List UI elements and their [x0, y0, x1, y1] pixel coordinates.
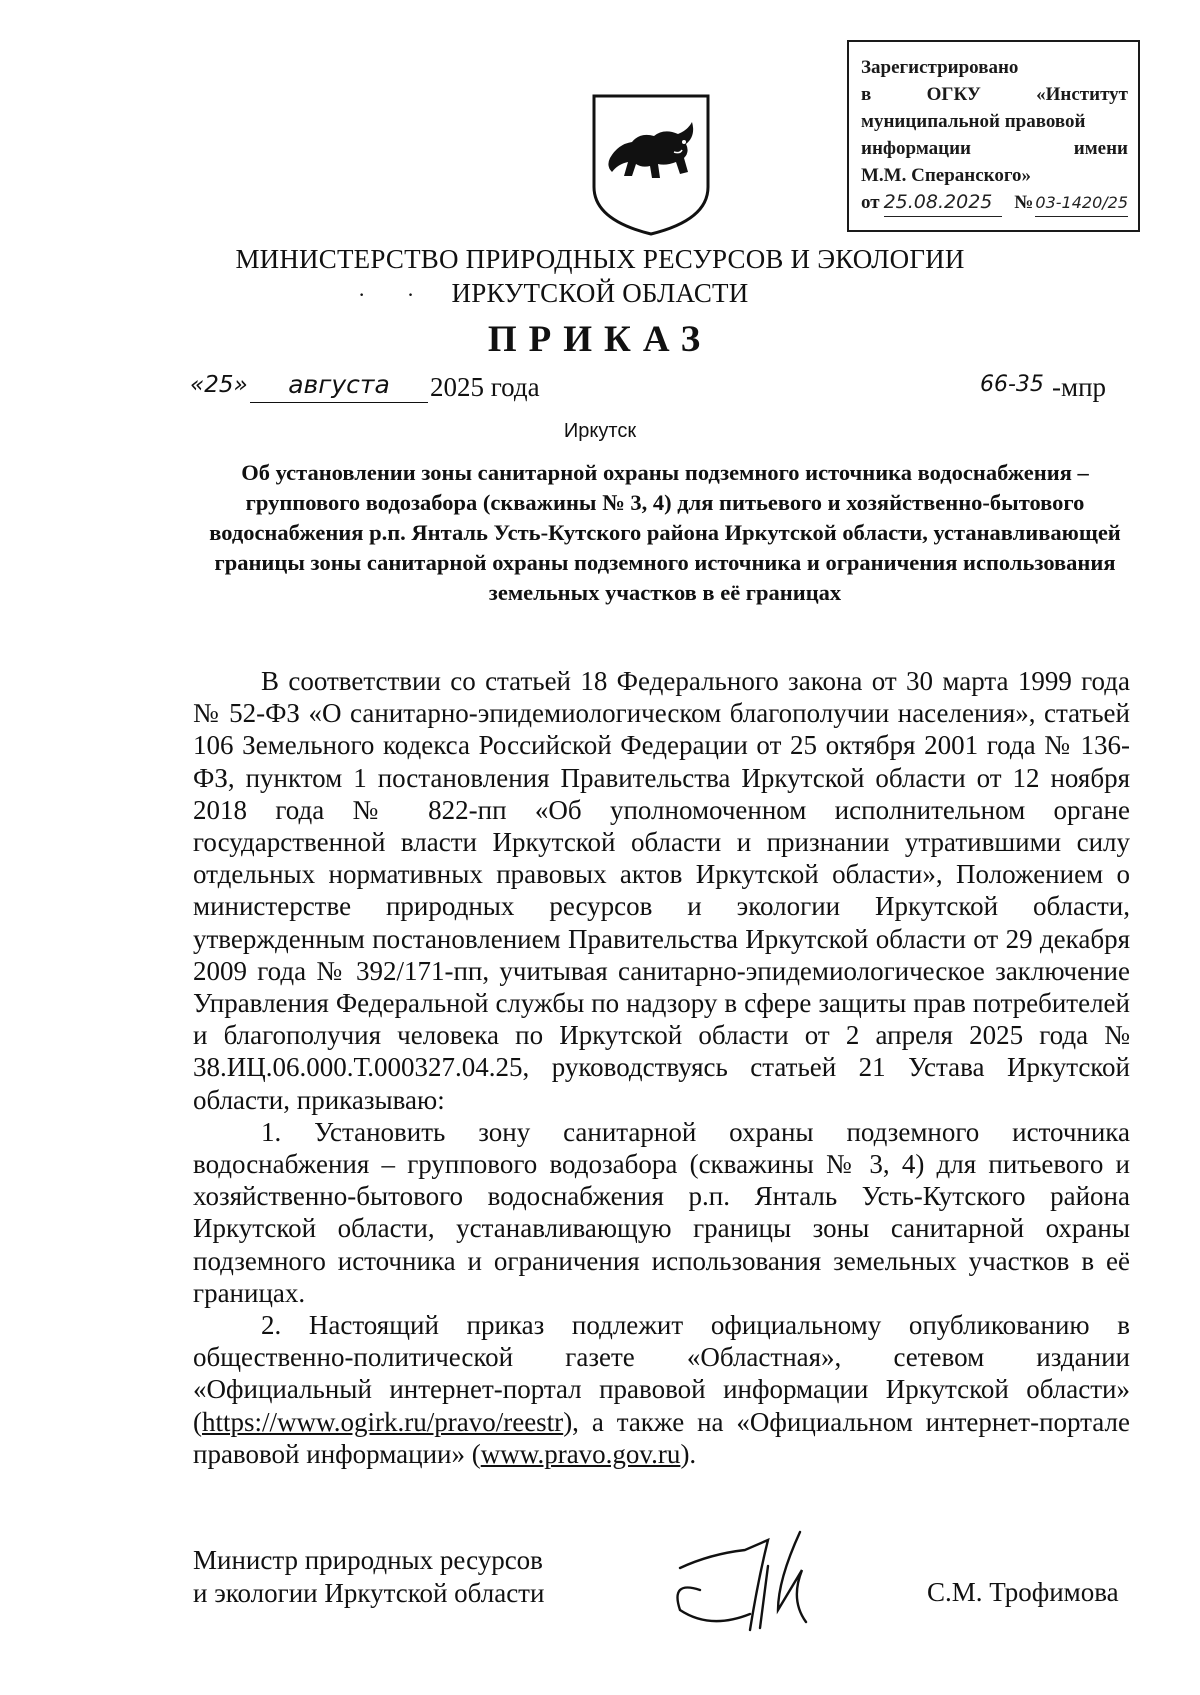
item2-text: 2. Настоящий приказ подлежит официальному опубликованию в общественно-политической газете «Областная», сетевом издании «Официальный интернет-портал правовой информации Иркутской области» (: [193, 1310, 1130, 1437]
stamp-line: [861, 108, 1128, 135]
signer-position-line: Министр природных ресурсов: [193, 1545, 543, 1575]
date-day: «25»: [190, 372, 248, 398]
stamp-text: М.М. Сперанского»: [861, 165, 1032, 186]
registration-stamp: [847, 40, 1140, 232]
stamp-text: имени: [1073, 138, 1128, 159]
stamp-text: ОГКУ: [926, 84, 981, 105]
stamp-text: Зарегистрировано: [861, 57, 1019, 78]
date-year: 2025 года: [430, 372, 540, 402]
signer-position: [193, 1544, 544, 1610]
order-item-1: 1. Установить зону санитарной охраны подземного источника водоснабжения – группового водозабора (скважины № 3, 4) для питьевого и хозяйственно-бытового водоснабжения р.п. Янталь Усть-Кутского района Иркутской области, устанавливающую границы зоны санитарной охраны подземного источника и ограничения использования земельных участков в её границах.: [193, 1116, 1130, 1308]
stamp-text: в: [861, 84, 872, 105]
order-item-2: [193, 1309, 1130, 1470]
document-body: [193, 665, 1130, 1470]
signer-name: С.М. Трофимова: [927, 1577, 1119, 1607]
date-number-line: [190, 372, 1120, 412]
signer-position-line: и экологии Иркутской области: [193, 1578, 545, 1608]
stamp-line: [861, 162, 1128, 189]
coat-of-arms-emblem: [588, 92, 714, 237]
ministry-line: ИРКУТСКОЙ ОБЛАСТИ: [451, 278, 749, 308]
stamp-line: [861, 81, 1128, 108]
preamble-paragraph: В соответствии со статьей 18 Федерального закона от 30 марта 1999 года № 52-ФЗ «О санитарно-эпидемиологическом благополучии населения», статьей 106 Земельного кодекса Российской Федерации от 25 октября 2001 года № 136-ФЗ, пунктом 1 постановления Правительства Иркутской области от 12 ноября 2018 года № 822-пп «Об уполномоченном исполнительном органе государственной власти Иркутской области и признании утратившими силу отдельных нормативных правовых актов Иркутской области», Положением о министерстве природных ресурсов и экологии Иркутской области, утвержденным постановлением Правительства Иркутской области от 29 декабря 2009 года № 392/171-пп, учитывая санитарно-эпидемиологическое заключение Управления Федеральной службы по надзору в сфере защиты прав потребителей и благополучия человека по Иркутской области от 2 апреля 2025 года № 38.ИЦ.06.000.Т.000327.04.25, руководствуясь статьей 21 Устава Иркутской области, приказываю:: [193, 666, 1130, 1115]
scan-dots: · ·: [358, 282, 433, 307]
stamp-text: №: [1014, 192, 1034, 213]
stamp-line: [861, 135, 1128, 162]
order-heading: ПРИКАЗ: [487, 319, 713, 360]
date-month: августа: [250, 370, 428, 403]
stamp-line: [861, 189, 1128, 217]
stamp-reg-number: 03-1420/25: [1035, 189, 1128, 217]
stamp-reg-date: 25.08.2025: [884, 189, 1003, 217]
city: Иркутск: [563, 420, 637, 442]
ministry-line: МИНИСТЕРСТВО ПРИРОДНЫХ РЕСУРСОВ И ЭКОЛОГИИ: [235, 244, 965, 274]
ministry-name: [0, 242, 1200, 310]
ogirk-link[interactable]: https://www.ogirk.ru/pravo/reestr: [202, 1406, 564, 1437]
order-number: 66-35: [980, 372, 1044, 397]
stamp-text: «Институт: [1036, 84, 1128, 105]
pravo-gov-link[interactable]: www.pravo.gov.ru: [480, 1438, 681, 1469]
stamp-line: [861, 54, 1128, 81]
item2-text: ).: [680, 1438, 697, 1469]
item2-text: ), а также на «Официальном интернет-портале правовой информации» (: [193, 1406, 1130, 1469]
handwritten-signature: [650, 1510, 850, 1650]
stamp-text: информации: [861, 138, 971, 159]
order-number-suffix: -мпр: [1052, 372, 1107, 402]
document-title: Об установлении зоны санитарной охраны подземного источника водоснабжения – группового водозабора (скважины № 3, 4) для питьевого и хозяйственно-бытового водоснабжения р.п. Янталь Усть-Кутского района Иркутской области, устанавливающей границы зоны санитарной охраны подземного источника и ограничения использования земельных участков в её границах: [209, 460, 1121, 605]
stamp-text: от: [861, 192, 880, 213]
stamp-text: муниципальной правовой: [861, 111, 1086, 132]
